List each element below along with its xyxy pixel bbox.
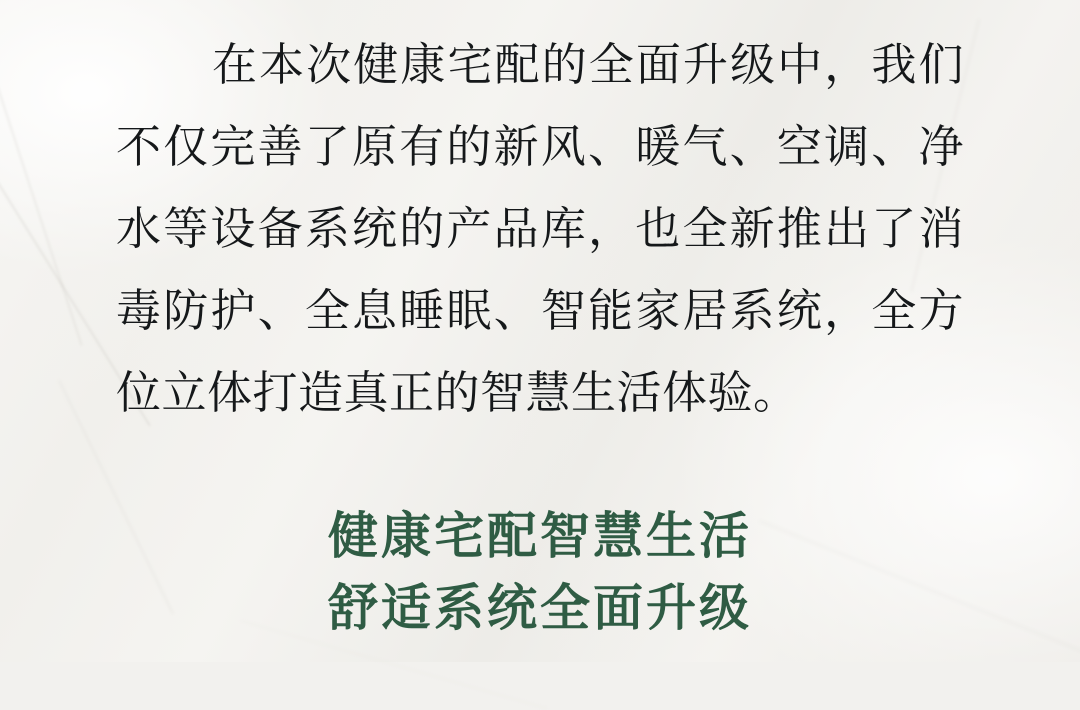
body-copy	[116, 24, 964, 434]
headline-block	[0, 500, 1080, 644]
marble-vein	[0, 60, 83, 346]
body-paragraph: 在本次健康宅配的全面升级中，我们不仅完善了原有的新风、暖气、空调、净水等设备系统的产品库，也全新推出了消毒防护、全息睡眠、智能家居系统，全方位立体打造真正的智慧生活体验。	[116, 40, 964, 418]
headline-line-1: 健康宅配智慧生活	[328, 508, 752, 564]
headline-line-2: 舒适系统全面升级	[328, 580, 752, 636]
